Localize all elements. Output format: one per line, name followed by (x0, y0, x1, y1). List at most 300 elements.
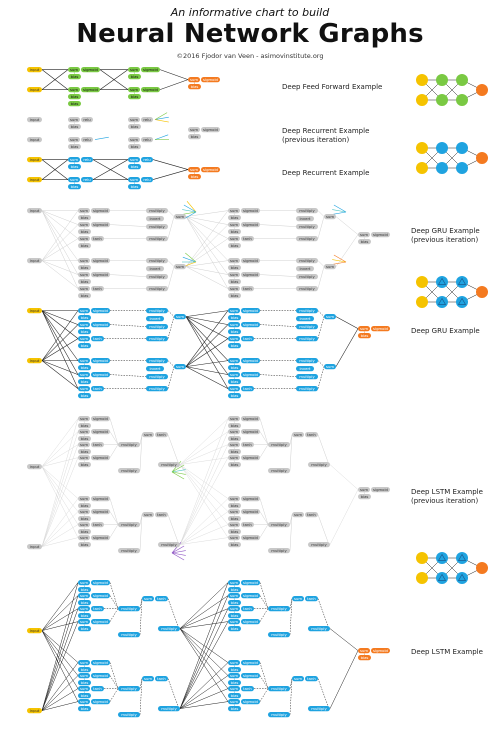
node-text: sigmoid (243, 222, 258, 228)
connection-line (318, 317, 324, 339)
node-sum (228, 416, 240, 421)
node-bias (78, 600, 91, 605)
node-multiply (118, 468, 140, 473)
node-text: sum (293, 676, 303, 682)
node-sigmoid (91, 673, 110, 678)
node-sum (228, 496, 240, 501)
node-text: sum (79, 509, 89, 515)
node-multiply (268, 632, 290, 637)
node-bias (68, 144, 81, 149)
node-text: sigmoid (93, 509, 108, 515)
node-sigmoid (241, 535, 260, 540)
connection-line (42, 609, 78, 711)
node-text: sum (79, 580, 89, 586)
node-bias (78, 379, 91, 384)
node-text: tanh (93, 386, 102, 392)
node-text: tanh (243, 336, 252, 342)
node-bias (78, 542, 91, 547)
connection-line (110, 609, 118, 622)
node-bias (68, 164, 81, 169)
node-text: bias (360, 494, 369, 500)
node-bias (128, 164, 141, 169)
node-invert (296, 366, 314, 371)
node-bias (78, 667, 91, 672)
connection-line (180, 445, 228, 465)
node-sigmoid (241, 429, 260, 434)
connection-line (260, 499, 268, 525)
node-input (27, 308, 42, 313)
input-neuron-icon (416, 142, 428, 154)
node-text: sigmoid (143, 67, 158, 73)
node-sum (174, 214, 186, 219)
node-bias (128, 144, 141, 149)
node-sum (78, 236, 90, 241)
node-text: tanh (307, 676, 316, 682)
node-text: sum (325, 364, 335, 370)
connection-line (183, 257, 196, 262)
node-text: multiply (299, 258, 315, 264)
node-text: sum (69, 157, 79, 163)
node-text: sigmoid (93, 208, 108, 214)
node-bias (228, 613, 241, 618)
node-text: bias (80, 229, 89, 235)
node-text: sum (79, 699, 89, 705)
node-text: sum (79, 222, 89, 228)
node-sigmoid (241, 496, 260, 501)
connection-line (290, 599, 292, 635)
node-text: sigmoid (243, 416, 258, 422)
node-sigmoid (91, 258, 110, 263)
node-text: sum (229, 442, 239, 448)
node-sigmoid (201, 77, 220, 82)
node-tanh (91, 522, 104, 527)
node-relu (141, 157, 153, 162)
hidden-neuron-icon (456, 552, 468, 564)
connection-line (140, 679, 142, 715)
node-multiply (296, 208, 318, 213)
hidden-neuron-icon (436, 142, 448, 154)
node-text: sigmoid (243, 308, 258, 314)
node-multiply (146, 308, 168, 313)
node-tanh (155, 512, 168, 517)
node-bias (128, 74, 141, 79)
node-relu (81, 177, 93, 182)
node-multiply (118, 606, 140, 611)
node-multiply (146, 286, 168, 291)
node-text: sigmoid (93, 322, 108, 328)
node-text: bias (230, 279, 239, 285)
node-text: input (29, 544, 40, 550)
node-bias (78, 613, 91, 618)
node-text: invert (299, 266, 311, 272)
node-text: bias (80, 436, 89, 442)
connection-line (330, 651, 358, 709)
node-text: sum (229, 580, 239, 586)
node-text: sum (175, 314, 185, 320)
node-multiply (146, 258, 168, 263)
node-bias (78, 706, 91, 711)
node-bias (68, 94, 81, 99)
connection-line (260, 419, 268, 445)
node-text: sum (175, 264, 185, 270)
node-sigmoid (241, 358, 260, 363)
connection-line (318, 367, 324, 389)
node-text: tanh (157, 512, 166, 518)
node-sum (78, 660, 90, 665)
connection-line (42, 325, 78, 361)
node-sum (324, 314, 336, 319)
node-sigmoid (201, 167, 220, 172)
node-text: sigmoid (243, 535, 258, 541)
label-deep-recurrent-previous: Deep Recurrent Example (previous iteration) (282, 127, 370, 144)
node-text: multiply (161, 462, 177, 468)
node-text: bias (80, 243, 89, 249)
node-text: invert (299, 216, 311, 222)
node-text: sigmoid (93, 673, 108, 679)
node-text: bias (230, 343, 239, 349)
node-text: sum (143, 596, 153, 602)
node-text: bias (230, 503, 239, 509)
connection-line (186, 339, 228, 367)
connection-line (42, 702, 78, 711)
connection-line (260, 596, 268, 609)
connection-line (168, 367, 174, 389)
node-text: sum (79, 308, 89, 314)
node-bias (228, 667, 241, 672)
node-input (27, 67, 42, 72)
node-sum (228, 258, 240, 263)
node-text: input (29, 208, 40, 214)
connection-line (318, 515, 328, 542)
node-text: bias (190, 174, 199, 180)
node-sum (78, 322, 90, 327)
node-sum (78, 699, 90, 704)
connection-line (110, 663, 118, 689)
node-sum (68, 67, 80, 72)
node-text: sum (325, 264, 335, 270)
node-text: input (29, 67, 40, 73)
node-multiply (308, 462, 330, 467)
node-text: sum (79, 322, 89, 328)
node-invert (146, 316, 164, 321)
connection-line (168, 679, 178, 706)
node-bias (188, 84, 201, 89)
node-multiply (146, 358, 168, 363)
node-multiply (296, 336, 318, 341)
node-text: bias (130, 74, 139, 80)
node-text: sigmoid (243, 699, 258, 705)
node-sum (228, 673, 240, 678)
node-text: multiply (121, 442, 137, 448)
node-text: sum (129, 87, 139, 93)
node-text: multiply (121, 606, 137, 612)
input-neuron-icon (416, 74, 428, 86)
node-input (27, 137, 42, 142)
node-text: bias (230, 693, 239, 699)
node-text: sigmoid (243, 358, 258, 364)
node-bias (358, 239, 371, 244)
node-input (27, 544, 42, 549)
node-sum (324, 264, 336, 269)
node-text: multiply (161, 542, 177, 548)
node-sigmoid (241, 258, 260, 263)
node-text: sum (229, 686, 239, 692)
node-text: multiply (299, 286, 315, 292)
connection-line (42, 622, 78, 631)
node-multiply (146, 236, 168, 241)
node-text: sigmoid (93, 429, 108, 435)
connection-line (42, 339, 78, 361)
node-text: sigmoid (203, 77, 218, 83)
node-text: input (29, 177, 40, 183)
node-text: multiply (311, 542, 327, 548)
node-sigmoid (91, 535, 110, 540)
node-input (27, 208, 42, 213)
node-text: bias (230, 393, 239, 399)
node-bias (228, 293, 241, 298)
node-sum (228, 322, 240, 327)
node-sigmoid (91, 358, 110, 363)
label-deep-gru: Deep GRU Example (411, 327, 480, 335)
node-bias (78, 587, 91, 592)
node-text: sigmoid (93, 580, 108, 586)
input-neuron-icon (416, 94, 428, 106)
node-text: sum (229, 455, 239, 461)
node-text: tanh (93, 686, 102, 692)
node-multiply (158, 626, 180, 631)
node-bias (78, 503, 91, 508)
connection-line (180, 583, 228, 629)
node-text: sigmoid (93, 358, 108, 364)
node-invert (296, 216, 314, 221)
node-text: sum (79, 258, 89, 264)
node-text: multiply (271, 606, 287, 612)
node-text: tanh (243, 522, 252, 528)
node-sum (78, 442, 90, 447)
node-text: multiply (299, 374, 315, 380)
node-sum (68, 87, 80, 92)
node-tanh (91, 442, 104, 447)
node-sigmoid (241, 372, 260, 377)
node-bias (78, 229, 91, 234)
connection-line (110, 375, 146, 377)
connection-line (110, 583, 118, 609)
node-sum (228, 386, 240, 391)
node-tanh (91, 336, 104, 341)
connection-line (290, 679, 292, 715)
connection-line (336, 217, 358, 235)
node-multiply (296, 286, 318, 291)
node-bias (228, 229, 241, 234)
node-text: tanh (93, 442, 102, 448)
node-sigmoid (91, 509, 110, 514)
node-text: sum (69, 117, 79, 123)
node-sum (78, 416, 90, 421)
node-text: bias (130, 164, 139, 170)
node-sum (228, 429, 240, 434)
connection-line (42, 458, 78, 467)
node-text: multiply (271, 522, 287, 528)
node-bias (128, 184, 141, 189)
node-tanh (91, 686, 104, 691)
node-sum (68, 137, 80, 142)
node-layer (27, 67, 488, 717)
connection-line (155, 120, 169, 122)
connection-line (42, 458, 78, 547)
node-text: bias (130, 184, 139, 190)
connection-line (180, 538, 228, 545)
node-bias (188, 134, 201, 139)
node-bias (78, 279, 91, 284)
connection-line (318, 361, 324, 367)
node-sigmoid (91, 308, 110, 313)
hidden-neuron-icon (436, 74, 448, 86)
node-text: bias (230, 265, 239, 271)
node-sum (68, 157, 80, 162)
connection-line (260, 609, 268, 622)
node-text: invert (299, 316, 311, 322)
node-sum (78, 222, 90, 227)
node-text: sum (129, 157, 139, 163)
hidden-neuron-icon (436, 162, 448, 174)
node-text: sum (69, 87, 79, 93)
node-sum (128, 137, 140, 142)
node-text: bias (230, 293, 239, 299)
node-sum (78, 286, 90, 291)
node-text: bias (80, 393, 89, 399)
node-sigmoid (201, 127, 220, 132)
node-tanh (241, 386, 254, 391)
node-text: bias (230, 462, 239, 468)
node-text: invert (149, 366, 161, 372)
input-neuron-icon (416, 552, 428, 564)
node-text: sigmoid (93, 222, 108, 228)
connection-line (168, 435, 178, 462)
connection-line (180, 622, 228, 709)
node-text: sum (293, 596, 303, 602)
node-multiply (268, 548, 290, 553)
hidden-neuron-icon (456, 162, 468, 174)
hidden-neuron-icon (436, 276, 448, 288)
node-text: multiply (149, 224, 165, 230)
node-multiply (268, 442, 290, 447)
node-text: bias (230, 667, 239, 673)
chart-title: Neural Network Graphs (76, 19, 424, 49)
connection-line (42, 261, 78, 275)
connection-line (153, 170, 188, 180)
node-sum (358, 232, 370, 237)
label-deep-lstm-previous: Deep LSTM Example (previous iteration) (411, 488, 483, 505)
node-sigmoid (241, 222, 260, 227)
node-text: sum (69, 67, 79, 73)
node-sum (78, 686, 90, 691)
node-sum (358, 648, 370, 653)
connection-line (42, 211, 78, 239)
node-text: sum (79, 272, 89, 278)
node-sum (228, 308, 240, 313)
node-text: input (29, 258, 40, 264)
node-sigmoid (91, 429, 110, 434)
node-text: tanh (243, 386, 252, 392)
connection-line (180, 419, 228, 465)
node-sigmoid (371, 232, 390, 237)
node-multiply (118, 522, 140, 527)
node-sigmoid (91, 322, 110, 327)
label-deep-feed-forward: Deep Feed Forward Example (282, 83, 383, 91)
node-text: sum (229, 429, 239, 435)
node-bias (228, 626, 241, 631)
node-text: multiply (149, 324, 165, 330)
node-input (27, 464, 42, 469)
node-input (27, 87, 42, 92)
node-tanh (91, 606, 104, 611)
node-sum (68, 117, 80, 122)
node-text: input (29, 464, 40, 470)
node-text: relu (83, 137, 91, 143)
node-input (27, 628, 42, 633)
connection-line (110, 676, 118, 689)
node-text: sum (325, 314, 335, 320)
connection-line (260, 375, 296, 377)
node-sum (188, 167, 200, 172)
node-sigmoid (241, 699, 260, 704)
node-sum (142, 676, 154, 681)
node-text: sigmoid (93, 308, 108, 314)
node-sigmoid (141, 67, 160, 72)
node-bias (228, 379, 241, 384)
node-text: sum (229, 358, 239, 364)
connection-line (336, 317, 358, 329)
node-bias (228, 436, 241, 441)
node-sum (128, 177, 140, 182)
node-text: sum (293, 512, 303, 518)
node-text: sum (229, 222, 239, 228)
connection-line (42, 311, 78, 339)
node-multiply (146, 208, 168, 213)
node-text: sum (143, 676, 153, 682)
node-text: tanh (307, 596, 316, 602)
node-sum (78, 496, 90, 501)
node-text: multiply (299, 386, 315, 392)
node-sum (78, 522, 90, 527)
hidden-neuron-icon (456, 94, 468, 106)
node-text: multiply (271, 442, 287, 448)
node-multiply (308, 542, 330, 547)
node-text: tanh (93, 522, 102, 528)
hidden-neuron-icon (436, 296, 448, 308)
node-text: sum (69, 177, 79, 183)
node-text: bias (80, 462, 89, 468)
node-sum (78, 358, 90, 363)
connection-line (330, 629, 358, 651)
node-text: sum (79, 336, 89, 342)
node-text: sum (79, 429, 89, 435)
node-tanh (241, 522, 254, 527)
node-sigmoid (371, 648, 390, 653)
node-text: sigmoid (203, 127, 218, 133)
connection-line (318, 217, 324, 239)
node-text: sigmoid (243, 455, 258, 461)
node-text: tanh (243, 286, 252, 292)
node-text: sum (79, 686, 89, 692)
node-text: bias (70, 184, 79, 190)
node-sum (324, 364, 336, 369)
node-bias (78, 462, 91, 467)
node-input (27, 177, 42, 182)
node-sum (228, 619, 240, 624)
node-text: bias (230, 516, 239, 522)
node-text: sum (79, 619, 89, 625)
